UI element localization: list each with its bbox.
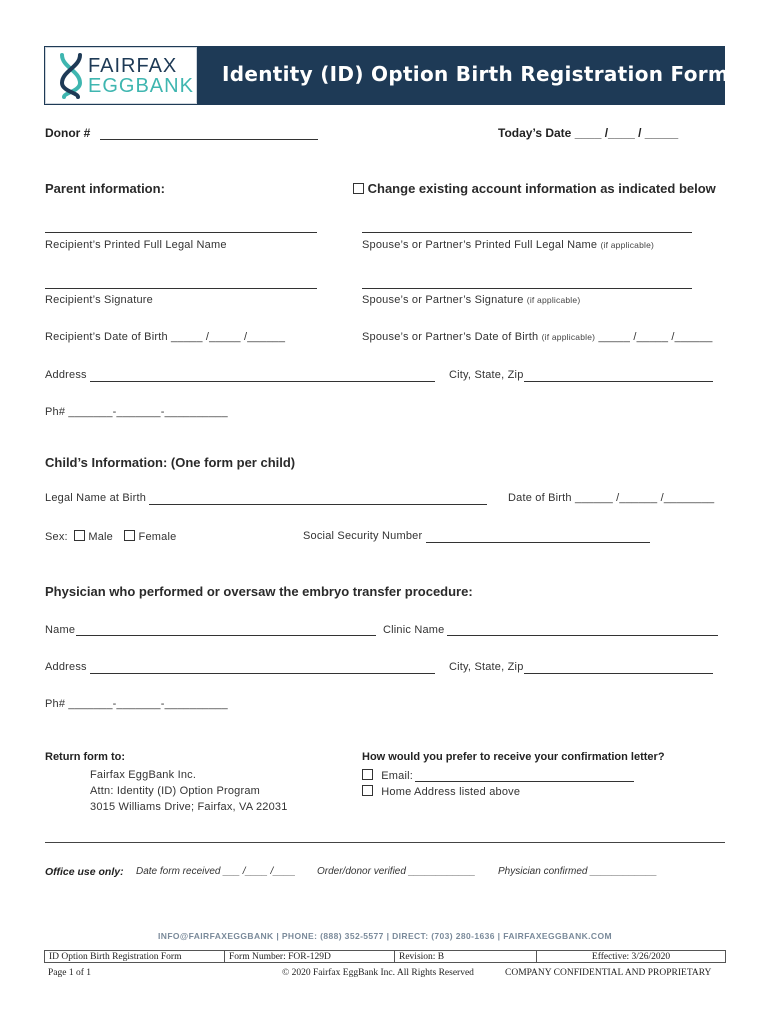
sex-label: Sex: xyxy=(45,531,68,543)
physician-confirmed-field[interactable]: Physician confirmed ____________ xyxy=(498,866,657,877)
home-address-label: Home Address listed above xyxy=(381,786,521,798)
physician-address-label: Address xyxy=(45,661,87,673)
change-account-label: Change existing account information as indicated below xyxy=(367,181,716,196)
footer-form-number: Form Number: FOR-129D xyxy=(225,951,395,962)
email-checkbox[interactable] xyxy=(362,769,373,780)
child-legal-name-field[interactable] xyxy=(149,504,487,505)
date-received-field[interactable]: Date form received ___ /____ /____ xyxy=(136,866,296,877)
physician-section-title: Physician who performed or oversaw the embryo transfer procedure: xyxy=(45,584,473,599)
recipient-signature-label: Recipient’s Signature xyxy=(45,294,153,306)
recipient-name-field[interactable] xyxy=(45,232,317,233)
spouse-dob-label: Spouse’s or Partner’s Date of Birth xyxy=(362,331,539,343)
donor-label: Donor # xyxy=(45,126,91,140)
physician-phone-field[interactable]: Ph# _______-_______-__________ xyxy=(45,698,228,710)
parent-phone-field[interactable]: Ph# _______-_______-__________ xyxy=(45,406,228,418)
ssn-field[interactable] xyxy=(426,542,650,543)
office-use-label: Office use only: xyxy=(45,866,124,878)
footer-effective: Effective: 3/26/2020 xyxy=(591,952,671,962)
child-legal-name-label: Legal Name at Birth xyxy=(45,492,147,504)
male-checkbox[interactable] xyxy=(74,530,85,541)
parent-city-label: City, State, Zip xyxy=(449,369,524,381)
clinic-name-field[interactable] xyxy=(447,635,718,636)
footer-table xyxy=(44,950,726,963)
physician-name-field[interactable] xyxy=(76,635,376,636)
change-account-checkbox[interactable] xyxy=(353,183,364,194)
footer-revision: Revision: B xyxy=(395,951,537,962)
email-label: Email: xyxy=(381,770,414,782)
physician-address-field[interactable] xyxy=(90,673,435,674)
return-line-1: Fairfax EggBank Inc. xyxy=(90,769,197,781)
ssn-label: Social Security Number xyxy=(303,530,423,542)
parent-city-field[interactable] xyxy=(524,381,713,382)
footer-contact: INFO@FAIRFAXEGGBANK | PHONE: (888) 352-5577 | DIRECT: (703) 280-1636 | FAIRFAXEGGBANK.COM xyxy=(158,931,612,941)
parent-section-title: Parent information: xyxy=(45,181,165,196)
female-checkbox[interactable] xyxy=(124,530,135,541)
logo-text-bottom: EGGBANK xyxy=(88,75,194,97)
helix-logo-icon xyxy=(58,53,84,99)
logo xyxy=(45,47,197,104)
spouse-dob-blanks: _____ /_____ /______ xyxy=(598,331,713,343)
donor-number-field[interactable] xyxy=(100,139,318,140)
recipient-dob-field[interactable]: Recipient’s Date of Birth _____ /_____ /______ xyxy=(45,331,286,343)
if-applicable-note: (if applicable) xyxy=(526,295,581,305)
physician-name-label: Name xyxy=(45,624,76,636)
confirm-email-option[interactable] xyxy=(362,769,413,782)
confirm-home-option[interactable] xyxy=(362,785,520,798)
male-label: Male xyxy=(88,531,113,543)
confirm-title: How would you prefer to receive your confirmation letter? xyxy=(362,751,665,763)
physician-city-field[interactable] xyxy=(524,673,713,674)
spouse-name-label xyxy=(362,239,654,251)
if-applicable-note: (if applicable) xyxy=(600,240,655,250)
child-dob-field[interactable]: Date of Birth ______ /______ /________ xyxy=(508,492,715,504)
clinic-name-label: Clinic Name xyxy=(383,624,445,636)
footer-doc-name: ID Option Birth Registration Form xyxy=(45,951,225,962)
return-line-2: Attn: Identity (ID) Option Program xyxy=(90,785,261,797)
recipient-signature-field[interactable] xyxy=(45,288,317,289)
office-divider xyxy=(45,842,725,843)
spouse-dob-field[interactable] xyxy=(362,331,713,343)
return-title: Return form to: xyxy=(45,751,126,763)
child-section-title: Child’s Information: (One form per child) xyxy=(45,455,296,470)
home-address-checkbox[interactable] xyxy=(362,785,373,796)
footer-copyright: © 2020 Fairfax EggBank Inc. All Rights Reserved xyxy=(282,968,474,978)
order-verified-field[interactable]: Order/donor verified ____________ xyxy=(317,866,476,877)
logo-text-top: FAIRFAX xyxy=(88,55,178,77)
child-sex-group xyxy=(45,530,176,543)
footer-confidential: COMPANY CONFIDENTIAL AND PROPRIETARY xyxy=(505,968,712,978)
todays-date-field[interactable]: Today’s Date ____ /____ / _____ xyxy=(498,126,679,140)
physician-city-label: City, State, Zip xyxy=(449,661,524,673)
female-label: Female xyxy=(138,531,177,543)
spouse-signature-text: Spouse’s or Partner’s Signature xyxy=(362,294,524,306)
email-field[interactable] xyxy=(415,781,634,782)
form-title: Identity (ID) Option Birth Registration Form xyxy=(222,62,730,86)
if-applicable-note: (if applicable) xyxy=(541,332,596,342)
return-line-3: 3015 Williams Drive; Fairfax, VA 22031 xyxy=(90,801,288,813)
spouse-name-field[interactable] xyxy=(362,232,692,233)
spouse-signature-label xyxy=(362,294,580,306)
spouse-name-text: Spouse’s or Partner’s Printed Full Legal Name xyxy=(362,239,598,251)
recipient-name-label: Recipient’s Printed Full Legal Name xyxy=(45,239,227,251)
parent-address-field[interactable] xyxy=(90,381,435,382)
footer-page: Page 1 of 1 xyxy=(48,968,92,978)
change-account-option[interactable] xyxy=(353,181,716,196)
spouse-signature-field[interactable] xyxy=(362,288,692,289)
parent-address-label: Address xyxy=(45,369,87,381)
